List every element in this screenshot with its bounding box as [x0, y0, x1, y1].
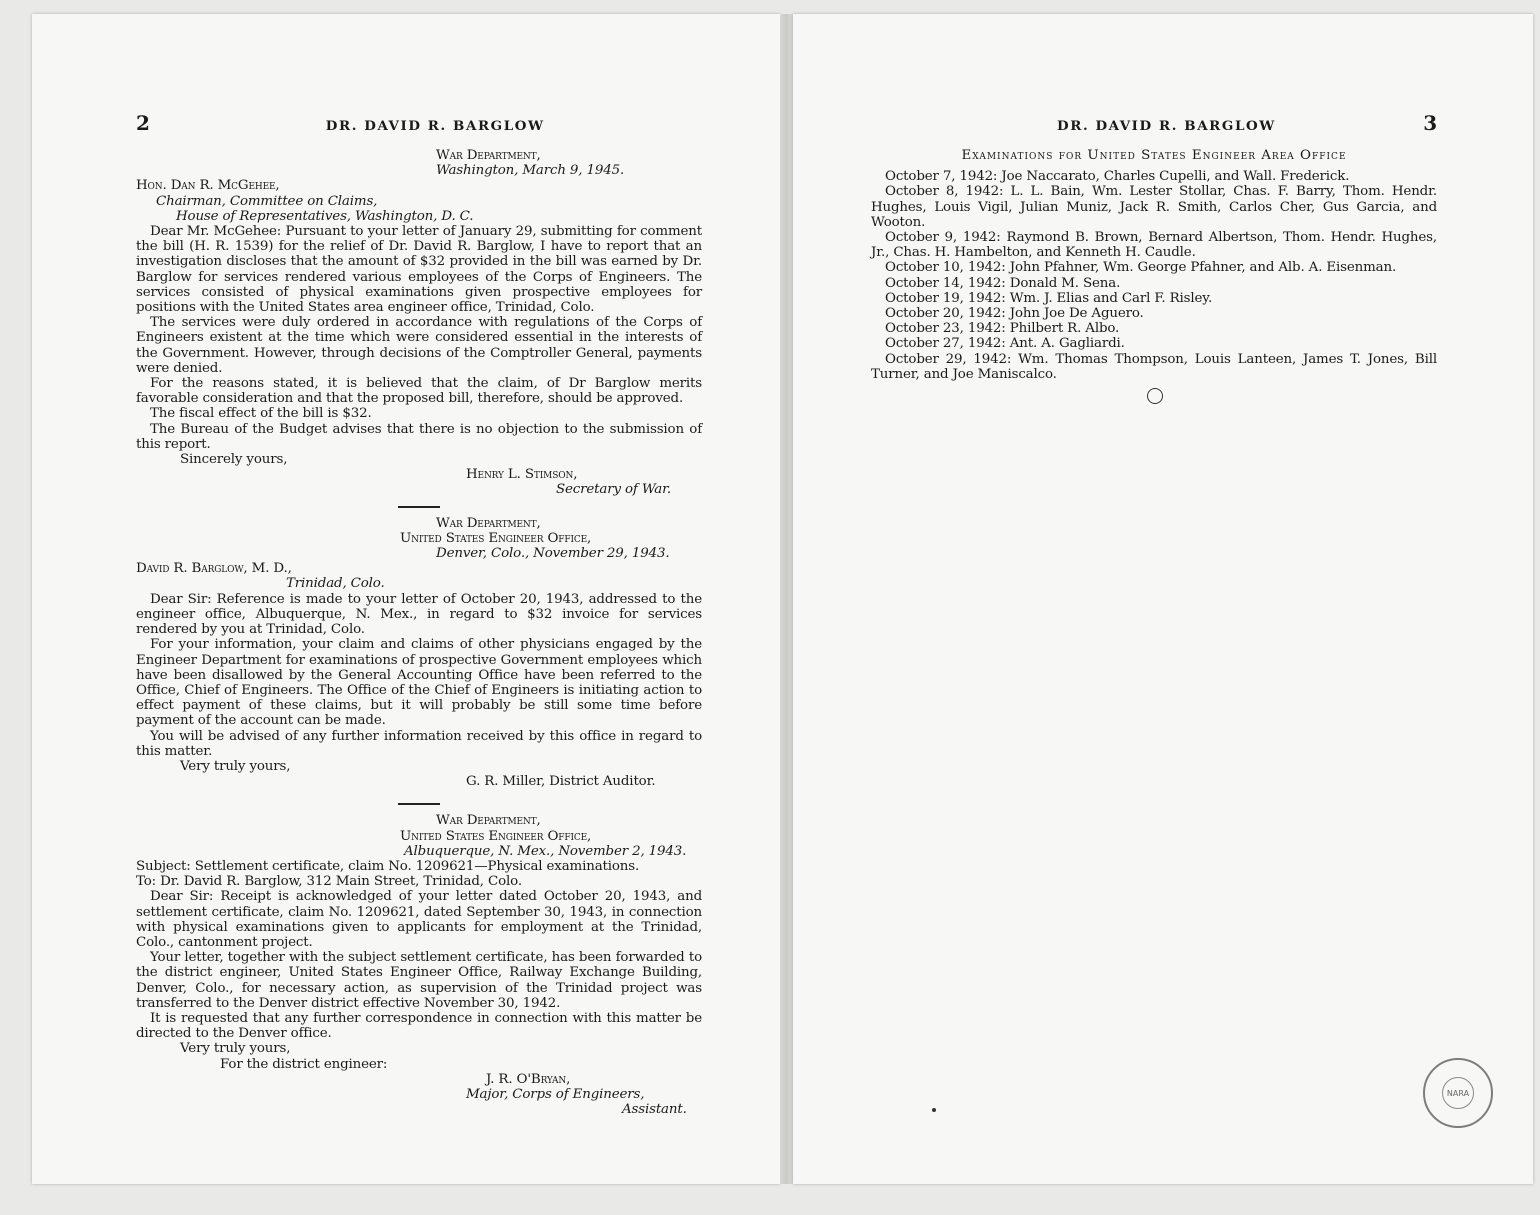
- letter-paragraph: Your letter, together with the subject settlement certificate, has been forwarded to the district engineer, United States Engineer Office, Railway Exchange Building, Denver, Colo., for necessary action, as supervision of the Trinidad project was transferred to the Denver district effective November 30, 1942.: [136, 950, 702, 1011]
- exam-entry: October 20, 1942: John Joe De Aguero.: [885, 306, 1144, 322]
- section-divider: [398, 803, 440, 805]
- signer-name: Henry L. Stimson,: [466, 467, 578, 483]
- left-page-content: [136, 111, 702, 1118]
- exam-entry: October 8, 1942: L. L. Bain, Wm. Lester Stollar, Chas. F. Barry, Thom. Hendr. Hughes, Louis Vigil, Julian Muniz, Jack R. Smith, Carlos Cher, Gus Garcia, and Wooton.: [871, 184, 1437, 230]
- letter-dept: War Department,: [436, 148, 541, 163]
- letter-closing: Very truly yours,: [180, 758, 291, 774]
- letter-paragraph: The Bureau of the Budget advises that there is no objection to the submission of this report.: [136, 421, 702, 452]
- letter-paragraph: Dear Sir: Receipt is acknowledged of your letter dated October 20, 1943, and settlement certificate, claim No. 1209621, dated September 30, 1943, in connection with physical examinations given to applicants for employment at the Trinidad, Colo., cantonment project.: [136, 889, 702, 950]
- addressee-title: Chairman, Committee on Claims,: [156, 193, 378, 209]
- exam-entry: October 27, 1942: Ant. A. Gagliardi.: [885, 336, 1125, 352]
- addressee-name: Hon. Dan R. McGehee,: [136, 178, 280, 194]
- letter-closing: Very truly yours,: [180, 1041, 291, 1057]
- for-line: For the district engineer:: [220, 1056, 388, 1072]
- letter-office: United States Engineer Office,: [400, 828, 592, 844]
- running-header-left: [136, 111, 702, 142]
- section-title: Examinations for United States Engineer Area Office: [961, 148, 1347, 163]
- letter-paragraph: The services were duly ordered in accordance with regulations of the Corps of Engineers existent at the time which were considered essential in the interests of the Government. However, through decisions of the Comptroller General, payments were denied.: [136, 315, 702, 376]
- letter-stimson: [136, 148, 702, 498]
- exam-entry: October 14, 1942: Donald M. Sena.: [885, 275, 1121, 291]
- exam-entry: October 23, 1942: Philbert R. Albo.: [885, 321, 1120, 337]
- exam-entry: October 29, 1942: Wm. Thomas Thompson, Louis Lanteen, James T. Jones, Bill Turner, and Joe Maniscalco.: [871, 351, 1437, 382]
- letter-to: To: Dr. David R. Barglow, 312 Main Street, Trinidad, Colo.: [136, 874, 522, 890]
- letter-office: United States Engineer Office,: [400, 530, 592, 546]
- page-number: 3: [1423, 111, 1437, 135]
- letter-dept: War Department,: [436, 515, 541, 531]
- letter-place-date: Washington, March 9, 1945.: [436, 163, 625, 179]
- signer-role: Assistant.: [622, 1102, 687, 1118]
- signer-title: Secretary of War.: [556, 482, 672, 498]
- signer-name: G. R. Miller, District Auditor.: [466, 774, 656, 790]
- header-title: DR. DAVID R. BARGLOW: [1057, 118, 1276, 134]
- letter-miller: [136, 516, 702, 790]
- punch-hole-circle: [1147, 388, 1163, 404]
- stamp-seal-icon: NARA: [1442, 1077, 1474, 1109]
- header-title: DR. DAVID R. BARGLOW: [325, 118, 545, 134]
- addressee-name: David R. Barglow, M. D.,: [136, 561, 292, 577]
- letter-paragraph: For the reasons stated, it is believed that the claim, of Dr Barglow merits favorable consideration and that the proposed bill, therefore, should be approved.: [136, 376, 702, 407]
- letter-paragraph: You will be advised of any further information received by this office in regard to this matter.: [136, 728, 702, 759]
- letter-paragraph: The fiscal effect of the bill is $32.: [150, 406, 372, 422]
- letter-place-date: Denver, Colo., November 29, 1943.: [436, 546, 670, 562]
- right-page-content: [871, 111, 1437, 382]
- letter-place-date: Albuquerque, N. Mex., November 2, 1943.: [404, 843, 687, 859]
- exam-entry: October 19, 1942: Wm. J. Elias and Carl F. Risley.: [885, 290, 1213, 306]
- left-page: [32, 14, 780, 1184]
- ink-dot: [932, 1108, 936, 1112]
- letter-obryan: [136, 813, 702, 1117]
- running-header-right: [871, 111, 1437, 142]
- library-stamp: [1423, 1058, 1493, 1128]
- letter-closing: Sincerely yours,: [180, 452, 288, 468]
- letter-dept: War Department,: [436, 813, 541, 829]
- exam-entry: October 7, 1942: Joe Naccarato, Charles Cupelli, and Wall. Frederick.: [885, 169, 1350, 185]
- signer-title: Major, Corps of Engineers,: [466, 1086, 645, 1102]
- letter-paragraph: Dear Mr. McGehee: Pursuant to your letter of January 29, submitting for comment the bill (H. R. 1539) for the relief of Dr. David R. Barglow, I have to report that an investigation discloses that the amount of $32 provided in the bill was earned by Dr. Barglow for services rendered various employees of the Corps of Engineers. The services consisted of physical examinations given prospective employees for positions with the United States area engineer office, Trinidad, Colo.: [136, 224, 702, 316]
- book-gutter: [780, 14, 793, 1184]
- letter-paragraph: It is requested that any further correspondence in connection with this matter be directed to the Denver office.: [136, 1010, 702, 1042]
- addressee-place: Trinidad, Colo.: [286, 576, 385, 592]
- exam-entry: October 10, 1942: John Pfahner, Wm. George Pfahner, and Alb. A. Eisenman.: [885, 260, 1397, 276]
- letter-paragraph: Dear Sir: Reference is made to your letter of October 20, 1943, addressed to the engineer office, Albuquerque, N. Mex., in regard to $32 invoice for services rendered by you at Trinidad, Colo.: [136, 591, 702, 638]
- addressee-org: House of Representatives, Washington, D. C.: [176, 208, 474, 224]
- exam-entry: October 9, 1942: Raymond B. Brown, Bernard Albertson, Thom. Hendr. Hughes, Jr., Chas. H. Hambelton, and Kenneth H. Caudle.: [871, 230, 1437, 261]
- letter-paragraph: For your information, your claim and claims of other physicians engaged by the Engineer Department for examinations of prospective Government employees which have been disallowed by the General Accounting Office have been referred to the Office, Chief of Engineers. The Office of the Chief of Engineers is initiating action to effect payment of these claims, but it will probably be still some time before payment of the account can be made.: [136, 637, 702, 729]
- right-page: [793, 14, 1533, 1184]
- letter-subject: Subject: Settlement certificate, claim No. 1209621—Physical examinations.: [136, 858, 640, 874]
- section-divider: [398, 506, 440, 508]
- page-number: 2: [136, 111, 150, 135]
- signer-name: J. R. O'Bryan,: [486, 1071, 571, 1087]
